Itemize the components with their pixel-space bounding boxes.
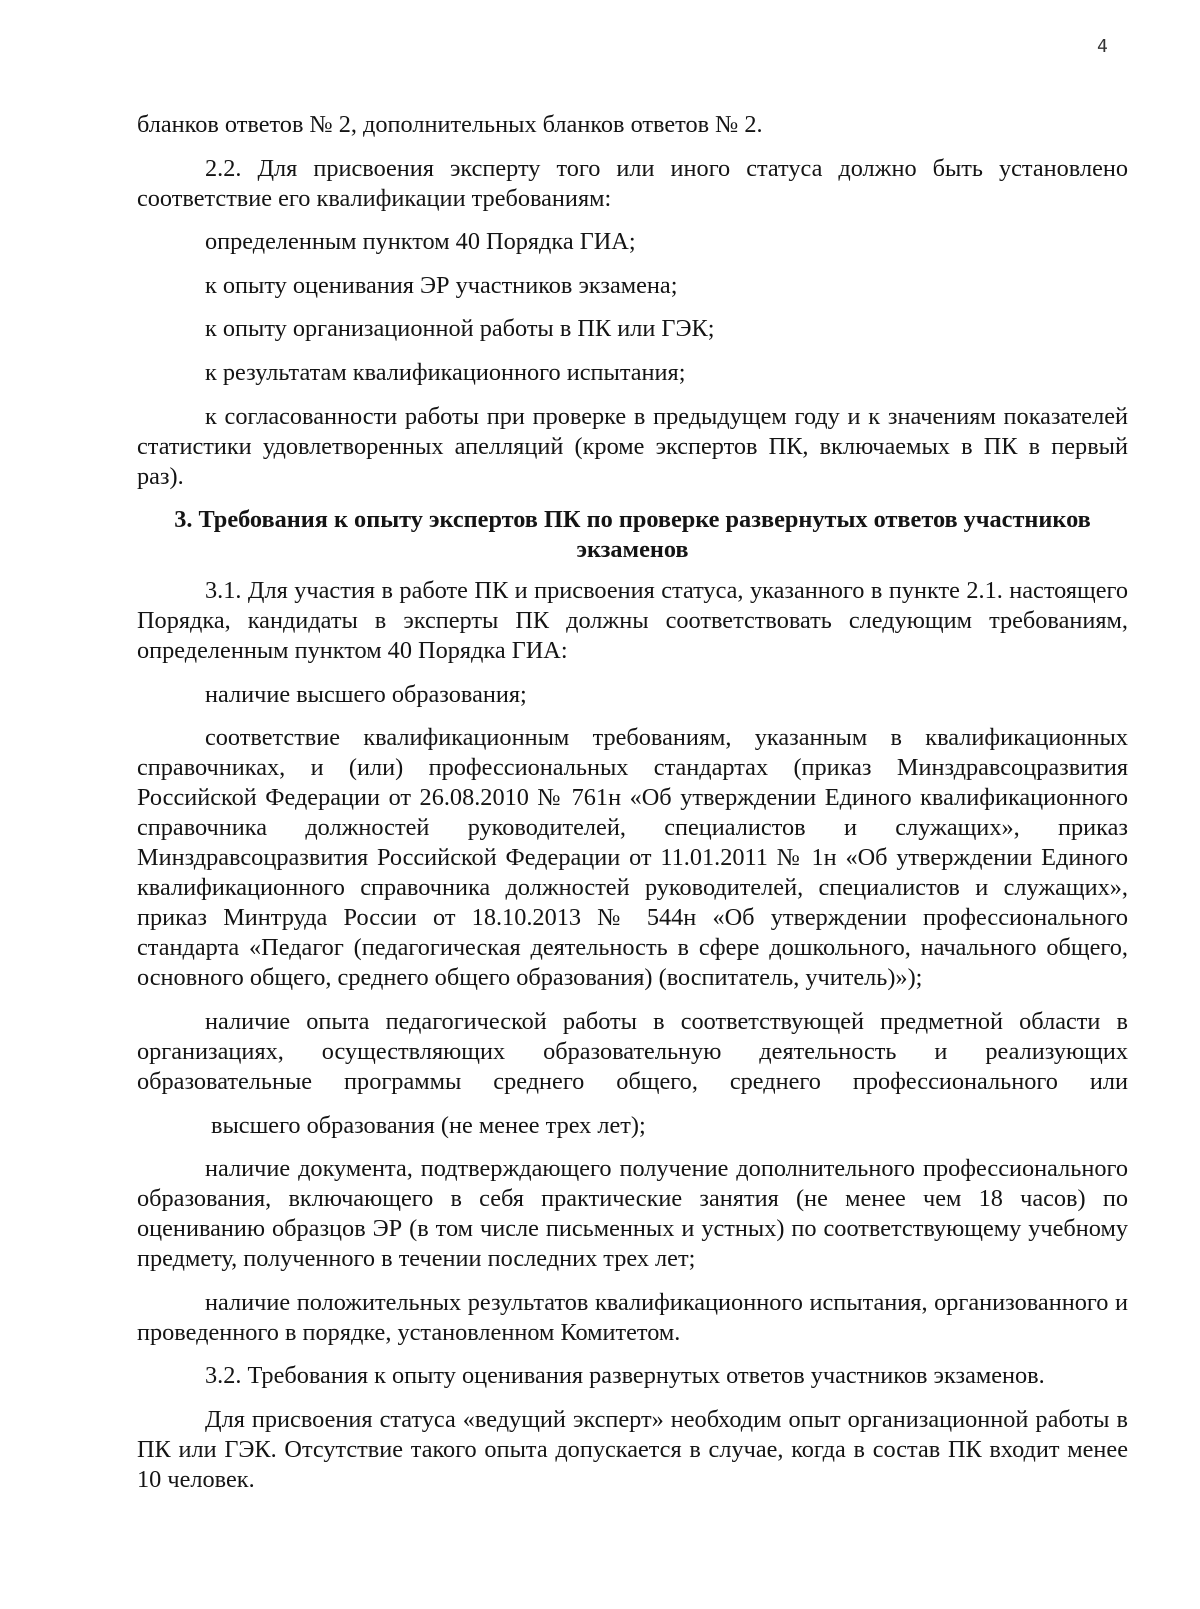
paragraph-3-1: 3.1. Для участия в работе ПК и присвоения статуса, указанного в пункте 2.1. настоящего Порядка, кандидаты в эксперты ПК должны соответствовать следующим требованиям, определенным пунктом 40 Порядка ГИА:	[137, 577, 1128, 665]
paragraph-lead-expert: Для присвоения статуса «ведущий эксперт» необходим опыт организационной работы в ПК или ГЭК. Отсутствие такого опыта допускается в случае, когда в состав ПК входит менее 10 человек.	[137, 1405, 1128, 1493]
list-item-teaching-experience-cont: высшего образования (не менее трех лет);	[211, 1111, 646, 1139]
list-item-qualification-requirements: соответствие квалификационным требованиям, указанным в квалификационных справочниках, и (или) профессиональных стандартах (приказ Минздравсоцразвития Российской Федерации от 26.08.2010 № 761н «Об утверждении Единого квалификационного справочника должностей руководителей, специалистов и служащих», приказ Минздравсоцразвития Российской Федерации от 11.01.2011 № 1н «Об утверждении Единого квалификационного справочника должностей руководителей, специалистов и служащих», приказ Минтруда России от 18.10.2013 № 544н «Об утверждении профессионального стандарта «Педагог (педагогическая деятельность в сфере дошкольного, начального общего, основного общего, среднего общего образования) (воспитатель, учитель)»);	[137, 724, 1128, 992]
list-item-requirement-1: определенным пунктом 40 Порядка ГИА;	[205, 228, 636, 256]
list-item-requirement-5: к согласованности работы при проверке в предыдущем году и к значениям показателей статистики удовлетворенных апелляций (кроме экспертов ПК, включаемых в ПК в первый раз).	[137, 402, 1128, 490]
document-body	[137, 110, 1128, 1509]
list-item-higher-education: наличие высшего образования;	[205, 680, 527, 708]
paragraph-3-2: 3.2. Требования к опыту оценивания развернутых ответов участников экзаменов.	[205, 1362, 1045, 1390]
list-item-additional-education: наличие документа, подтверждающего получение дополнительного профессионального образования, включающего в себя практические занятия (не менее чем 18 часов) по оцениванию образцов ЭР (в том числе письменных и устных) по соответствующему учебному предмету, полученного в течении последних трех лет;	[137, 1155, 1128, 1273]
list-item-qualification-test: наличие положительных результатов квалификационного испытания, организованного и проведенного в порядке, установленном Комитетом.	[137, 1288, 1128, 1346]
section-3-heading: 3. Требования к опыту экспертов ПК по проверке развернутых ответов участников экзаменов	[174, 506, 1091, 564]
paragraph-continuation: бланков ответов № 2, дополнительных бланков ответов № 2.	[137, 111, 763, 138]
list-item-requirement-2: к опыту оценивания ЭР участников экзамена;	[205, 271, 678, 299]
list-item-requirement-4: к результатам квалификационного испытания;	[205, 358, 686, 386]
list-item-requirement-3: к опыту организационной работы в ПК или ГЭК;	[205, 315, 715, 343]
list-item-teaching-experience: наличие опыта педагогической работы в соответствующей предметной области в организациях, осуществляющих образовательную деятельность и реализующих образовательные программы среднего общего, среднего профессионального или	[137, 1007, 1128, 1095]
page-number: 4	[1097, 36, 1108, 57]
paragraph-2-2: 2.2. Для присвоения эксперту того или иного статуса должно быть установлено соответствие его квалификации требованиям:	[137, 154, 1128, 212]
